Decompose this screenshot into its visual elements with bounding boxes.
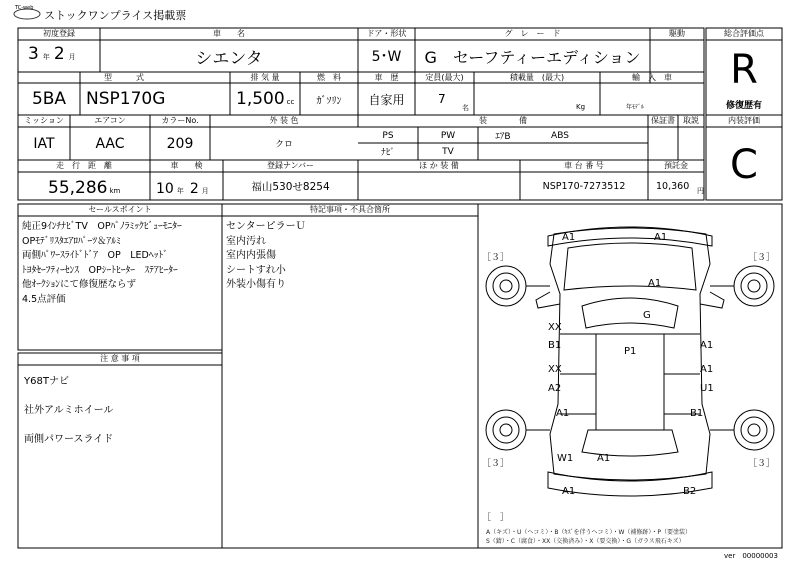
label-import: 輸 入 車 (632, 73, 672, 82)
cautions-list (24, 372, 113, 459)
label-color-no: カラーNo. (161, 116, 199, 125)
mark-front-right: A1 (654, 232, 668, 243)
legend-line: A（キズ）・U（ヘコミ）・B（ｷｽﾞを伴うヘコミ）・W（補修跡）・P（要塗装） (486, 529, 692, 536)
first-reg-value: 3 年 2 月 (28, 44, 76, 64)
overall-sub: 修復歴有 (725, 100, 762, 111)
color-value: クロ (274, 140, 293, 150)
mark-left-door2-b: A2 (548, 383, 562, 394)
equip-tv: TV (442, 146, 454, 157)
interior-grade: C (730, 142, 758, 188)
label-cautions: 注 意 事 項 (100, 354, 140, 363)
mileage-value: 55,286 km (48, 178, 121, 198)
equip-pw: PW (440, 130, 456, 141)
color-no-value: 209 (166, 135, 194, 152)
car-name-value: シエンタ (195, 48, 263, 69)
capacity-unit: 名 (462, 104, 469, 112)
label-plate: 登録ナンバー (266, 161, 315, 170)
version-label: ver 00000003 (724, 552, 778, 560)
logo: TC-web (13, 5, 41, 19)
label-sales-points: セールスポイント (88, 205, 152, 214)
overall-grade: R (730, 47, 758, 93)
mark-left-door2-a: XX (548, 364, 562, 375)
displacement-value: 1,500 cc (236, 89, 295, 109)
label-equipment: 装 備 (479, 116, 527, 125)
list-item: 室内汚れ (226, 235, 266, 247)
list-item: 他ｵｰｸｼｮﾝにて修復歴ならず (22, 279, 137, 290)
label-aircon: エアコン (94, 116, 126, 125)
mark-rear-bottom-left: A1 (562, 486, 576, 497)
mark-right-rear-quarter: B1 (690, 408, 704, 419)
plate-value: 福山530せ8254 (251, 180, 330, 193)
label-drive: 駆動 (669, 29, 685, 38)
page-title: ストックワンプライス掲載票 (44, 9, 187, 22)
label-interior: 内装評価 (728, 116, 760, 125)
model-value: NSP170G (86, 89, 166, 109)
label-car-name: 車 名 (213, 29, 245, 38)
load-unit: Kg (576, 103, 586, 111)
grade-value: G セーフティーエディション (424, 47, 641, 67)
tire-mark-rear-right: ［３］ (748, 459, 776, 469)
list-item: 外装小傷有り (226, 279, 286, 290)
label-chassis: 車 台 番 号 (564, 161, 604, 170)
label-special-notes: 特記事項・不具合箇所 (310, 205, 390, 214)
label-manual: 取説 (683, 116, 699, 125)
mark-rear-left-w: W1 (557, 453, 574, 464)
mark-left-door1-a: XX (548, 322, 562, 333)
mark-right-door1: A1 (700, 340, 714, 351)
label-first-reg: 初度登録 (43, 29, 75, 38)
legend-line: S（錆）・C（腐食）・XX（交換済み）・X（要交換）・G（ガラス飛石キズ） (486, 538, 685, 545)
fuel-value: ｶﾞｿﾘﾝ (316, 95, 342, 107)
mark-rear-bottom-right: B2 (683, 486, 697, 497)
list-item: 両側パワースライド (24, 434, 114, 445)
mark-rear-left-a: A1 (597, 453, 611, 464)
label-ext-color: 外 装 色 (269, 116, 299, 125)
history-value: 自家用 (368, 92, 405, 107)
tire-mark-front-right: ［３］ (748, 253, 776, 263)
spare-mark: ［ ］ (482, 513, 510, 523)
label-displacement: 排 気 量 (250, 73, 280, 82)
sales-points-list (22, 220, 182, 307)
label-fuel: 燃 料 (317, 73, 341, 82)
equip-airbag: ｴｱB (495, 132, 511, 142)
label-mission: ミッション (24, 116, 64, 125)
equip-abs: ABS (551, 130, 569, 141)
equip-navi: ﾅﾋﾞ (381, 148, 395, 158)
mark-left-door1-b: B1 (548, 340, 562, 351)
label-price: 預託金 (664, 161, 688, 170)
mark-left-rear-quarter: A1 (556, 408, 570, 419)
tire-mark-front-left: ［３］ (482, 253, 510, 263)
label-warranty: 保証書 (651, 116, 675, 125)
label-other-equip: ほ か 装 備 (419, 161, 459, 170)
mark-right-door2-a: A1 (700, 364, 714, 375)
list-item: 両側ﾊﾟﾜｰｽﾗｲﾄﾞﾄﾞｱ OP LEDﾍｯﾄﾞ (22, 250, 168, 261)
equip-ps: PS (382, 130, 394, 141)
label-door: ドア・形状 (366, 29, 407, 38)
price-value: 10,360 (656, 181, 690, 192)
inspection-value: 10 年 2 月 (156, 181, 209, 197)
mark-front-left: A1 (562, 232, 576, 243)
label-load: 積載量 (最大) (509, 73, 565, 82)
label-overall: 総合評価点 (724, 29, 764, 38)
label-model: 型 式 (104, 73, 144, 82)
door-value: 5･W (371, 49, 402, 65)
car-damage-diagram (478, 204, 782, 548)
list-item: OPﾓﾃﾞﾘｽﾀｴｱﾛﾊﾟｰﾂ＆ｱﾙﾐ (22, 235, 121, 247)
mark-center: P1 (624, 346, 637, 357)
diagram-legend (486, 528, 691, 546)
label-grade: グ レ ー ド (504, 29, 561, 38)
model-prefix: 5BA (31, 89, 67, 109)
label-history: 車 歴 (374, 73, 399, 82)
list-item: センターピラーＵ (226, 221, 306, 232)
mission-value: IAT (33, 135, 55, 152)
import-note: 年ﾓﾃﾞﾙ (626, 104, 645, 111)
label-capacity: 定員(最大) (425, 73, 464, 82)
label-inspection: 車 検 (170, 161, 203, 170)
aircon-value: AAC (95, 135, 125, 152)
special-notes-list (226, 220, 306, 293)
price-unit: 円 (697, 187, 704, 195)
list-item: 室内内張傷 (226, 250, 276, 261)
label-mileage: 走 行 距 離 (56, 161, 112, 170)
capacity-value: 7 (438, 92, 446, 106)
list-item: ﾄﾖﾀｾｰﾌﾃｨｰｾﾝｽ OPｼｰﾄﾋｰﾀｰ ｽﾃｱﾋｰﾀｰ (22, 264, 178, 276)
list-item: 4.5点評価 (22, 293, 66, 305)
list-item: 社外アルミホイール (24, 405, 114, 416)
list-item: Y68Tナビ (24, 376, 69, 387)
tire-mark-rear-left: ［３］ (482, 459, 510, 469)
mark-hood: A1 (648, 278, 662, 289)
mark-roof: G (643, 310, 651, 321)
list-item: シートすれ小 (226, 264, 286, 276)
list-item: 純正9ｲﾝﾁﾅﾋﾞTV OPﾊﾟﾉﾗﾐｯｸﾋﾞｭｰﾓﾆﾀｰ (22, 221, 182, 232)
chassis-value: NSP170-7273512 (542, 180, 626, 192)
mark-right-door2-b: U1 (700, 383, 714, 394)
